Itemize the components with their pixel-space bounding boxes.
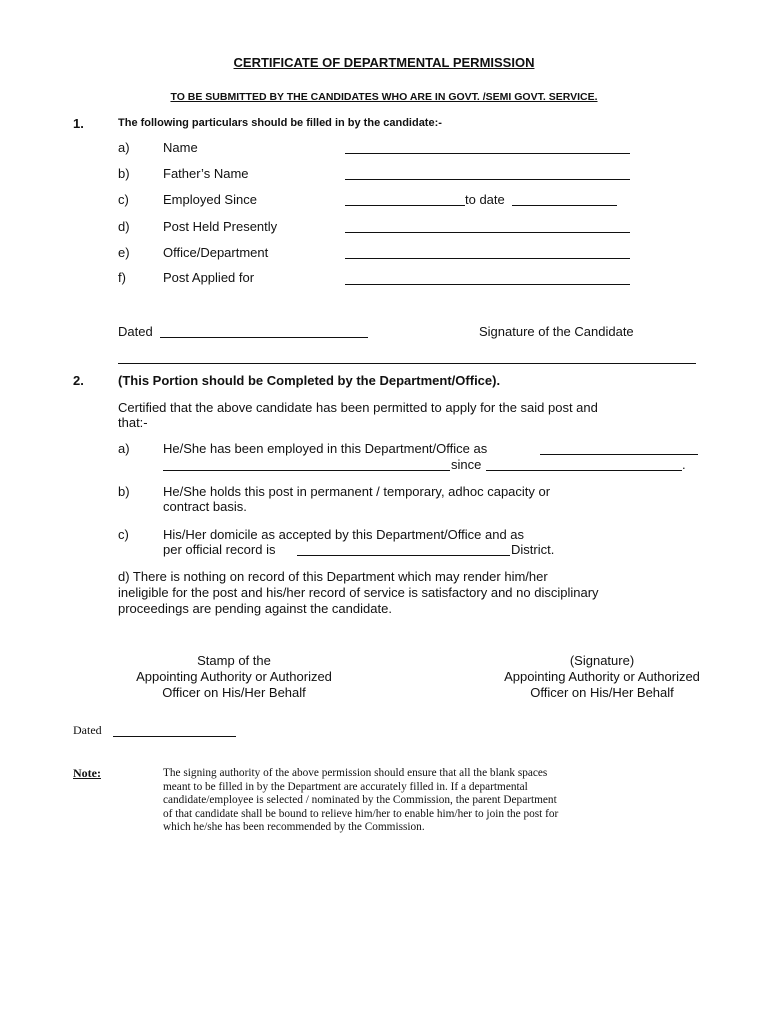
stamp-block xyxy=(96,653,372,701)
father-name-blank[interactable] xyxy=(345,179,630,180)
clause-c-line2-pre: per official record is xyxy=(163,542,276,557)
section-divider xyxy=(118,363,696,364)
field-letter: d) xyxy=(118,219,130,234)
clause-letter: b) xyxy=(118,484,130,499)
clause-c-district: District. xyxy=(511,542,555,557)
field-letter: a) xyxy=(118,140,130,155)
stamp-line: Stamp of the xyxy=(197,653,271,668)
clause-a-text: He/She has been employed in this Department/Office as xyxy=(163,441,488,456)
signature-line: (Signature) xyxy=(569,653,635,668)
candidate-dated-label: Dated xyxy=(118,324,153,339)
post-held-blank[interactable] xyxy=(345,232,630,233)
certification-intro-line1: Certified that the above candidate has been permitted to apply for the said post and xyxy=(118,400,598,415)
field-letter: f) xyxy=(118,270,126,285)
clause-b-line1: He/She holds this post in permanent / temporary, adhoc capacity or xyxy=(163,484,551,499)
note-label: Note: xyxy=(73,766,101,780)
field-label-name: Name xyxy=(163,140,198,155)
employed-since-blank[interactable] xyxy=(345,205,465,206)
document-title: CERTIFICATE OF DEPARTMENTAL PERMISSION xyxy=(233,55,535,70)
domicile-blank[interactable] xyxy=(297,555,510,556)
stamp-line: Appointing Authority or Authorized xyxy=(136,669,332,684)
field-label-office-department: Office/Department xyxy=(163,245,269,260)
employed-as-blank[interactable] xyxy=(540,454,698,455)
post-applied-blank[interactable] xyxy=(345,284,630,285)
stamp-line: Officer on His/Her Behalf xyxy=(162,685,306,700)
clause-d-line3: proceedings are pending against the candidate. xyxy=(118,601,392,616)
to-date-blank[interactable] xyxy=(512,205,617,206)
note-line: meant to be filled in by the Department are accurately filled in. If a departmental xyxy=(163,780,528,793)
note-line: The signing authority of the above permission should ensure that all the blank spaces xyxy=(163,767,548,779)
name-blank[interactable] xyxy=(345,153,630,154)
to-date-label: to date xyxy=(465,192,505,207)
section1-number: 1. xyxy=(73,116,84,131)
department-dated-blank[interactable] xyxy=(113,736,236,737)
field-label-father-name: Father’s Name xyxy=(163,166,249,181)
note-line: candidate/employee is selected / nominated by the Commission, the parent Department xyxy=(163,794,557,806)
clause-a-period: . xyxy=(682,457,686,472)
since-blank[interactable] xyxy=(486,470,682,471)
employed-as-continued-blank[interactable] xyxy=(163,470,450,471)
candidate-signature-label: Signature of the Candidate xyxy=(479,324,634,339)
section2-heading: (This Portion should be Completed by the Department/Office). xyxy=(118,373,501,388)
clause-c-line1: His/Her domicile as accepted by this Department/Office and as xyxy=(163,527,525,542)
since-label: since xyxy=(451,457,482,472)
field-label-post-applied: Post Applied for xyxy=(163,270,255,285)
department-dated-label: Dated xyxy=(73,723,102,737)
note-line: of that candidate shall be bound to relieve him/her to enable him/her to join the post for xyxy=(163,807,559,820)
office-department-blank[interactable] xyxy=(345,258,630,259)
clause-b-line2: contract basis. xyxy=(163,499,247,514)
clause-letter: c) xyxy=(118,527,129,542)
clause-d-line1: d) There is nothing on record of this Department which may render him/her xyxy=(118,569,548,584)
field-label-employed-since: Employed Since xyxy=(163,192,257,207)
field-label-post-held: Post Held Presently xyxy=(163,219,278,234)
certification-intro-line2: that:- xyxy=(118,415,148,430)
clause-letter: a) xyxy=(118,441,130,456)
note-text xyxy=(163,767,696,835)
signature-line: Appointing Authority or Authorized xyxy=(504,669,700,684)
clause-d-line2: ineligible for the post and his/her record of service is satisfactory and no disciplinary xyxy=(118,585,599,600)
field-letter: c) xyxy=(118,192,129,207)
signature-line: Officer on His/Her Behalf xyxy=(530,685,674,700)
section2-number: 2. xyxy=(73,373,84,388)
candidate-dated-blank[interactable] xyxy=(160,337,368,338)
field-letter: b) xyxy=(118,166,130,181)
field-letter: e) xyxy=(118,245,130,260)
note-line: which he/she has been recommended by the Commission. xyxy=(163,821,425,833)
authority-signature-block xyxy=(465,653,739,701)
section1-heading: The following particulars should be filled in by the candidate:- xyxy=(118,117,442,129)
document-subtitle: TO BE SUBMITTED BY THE CANDIDATES WHO ARE IN GOVT. /SEMI GOVT. SERVICE. xyxy=(170,91,598,103)
